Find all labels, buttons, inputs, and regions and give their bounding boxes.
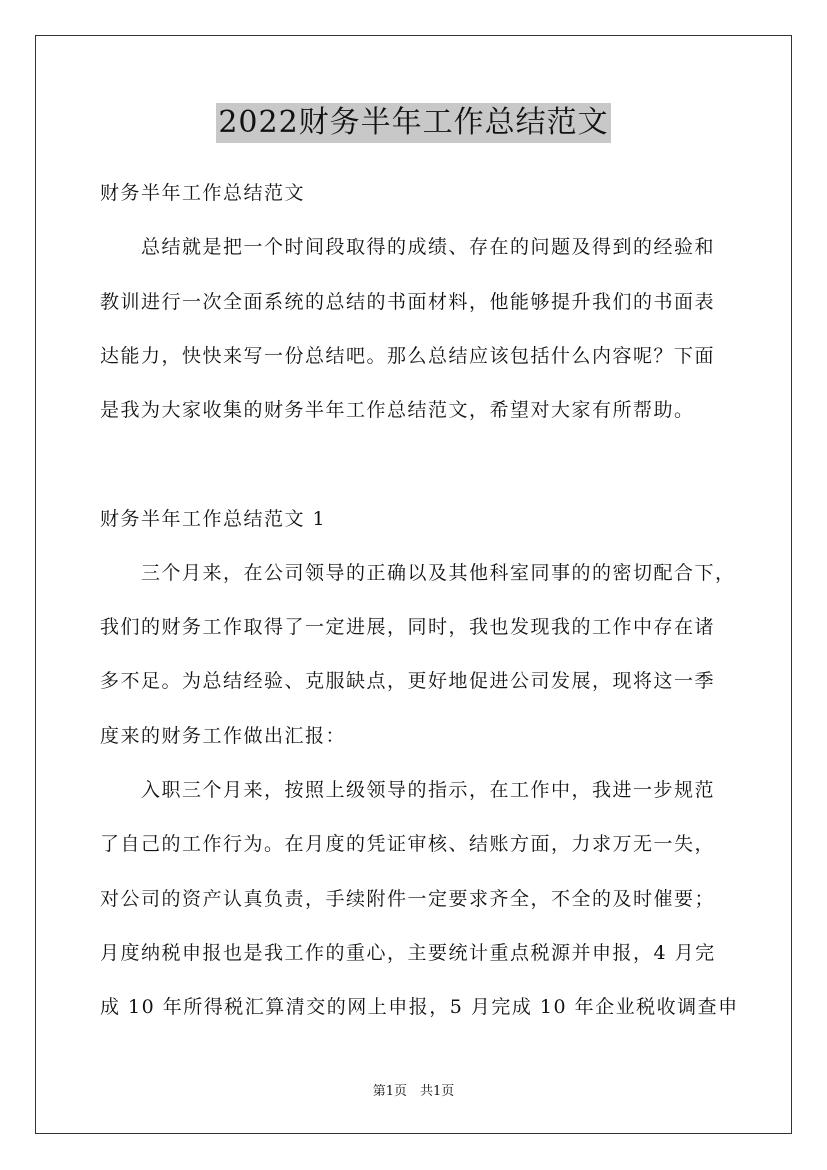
paragraph-line: 是我为大家收集的财务半年工作总结范文，希望对大家有所帮助。 (100, 399, 695, 421)
document-title: 2022财务半年工作总结范文 (216, 103, 610, 143)
section-heading: 财务半年工作总结范文 1 (100, 508, 327, 530)
section-heading: 财务半年工作总结范文 (100, 182, 306, 204)
paragraph-line: 成 10 年所得税汇算清交的网上申报，5 月完成 10 年企业税收调查申 (100, 996, 739, 1018)
paragraph-line: 教训进行一次全面系统的总结的书面材料，他能够提升我们的书面表 (100, 291, 716, 313)
paragraph-line: 三个月来，在公司领导的正确以及其他科室同事的的密切配合下， (100, 562, 736, 584)
paragraph-line: 入职三个月来，按照上级领导的指示，在工作中，我进一步规范 (100, 779, 716, 801)
paragraph-line: 了自己的工作行为。在月度的凭证审核、结账方面，力求万无一失， (100, 833, 716, 855)
paragraph-line: 月度纳税申报也是我工作的重心，主要统计重点税源并申报，4 月完 (100, 942, 716, 964)
page-number-footer: 第1页 共1页 (372, 1084, 455, 1099)
paragraph-line: 总结就是把一个时间段取得的成绩、存在的问题及得到的经验和 (100, 236, 716, 258)
paragraph-line: 对公司的资产认真负责，手续附件一定要求齐全，不全的及时催要； (100, 888, 716, 910)
paragraph-line: 度来的财务工作做出汇报： (100, 725, 347, 747)
paragraph-line: 多不足。为总结经验、克服缺点，更好地促进公司发展，现将这一季 (100, 670, 716, 692)
paragraph-line: 达能力，快快来写一份总结吧。那么总结应该包括什么内容呢？下面 (100, 345, 716, 367)
title-container (0, 103, 827, 143)
paragraph-line: 我们的财务工作取得了一定进展，同时，我也发现我的工作中存在诸 (100, 616, 716, 638)
